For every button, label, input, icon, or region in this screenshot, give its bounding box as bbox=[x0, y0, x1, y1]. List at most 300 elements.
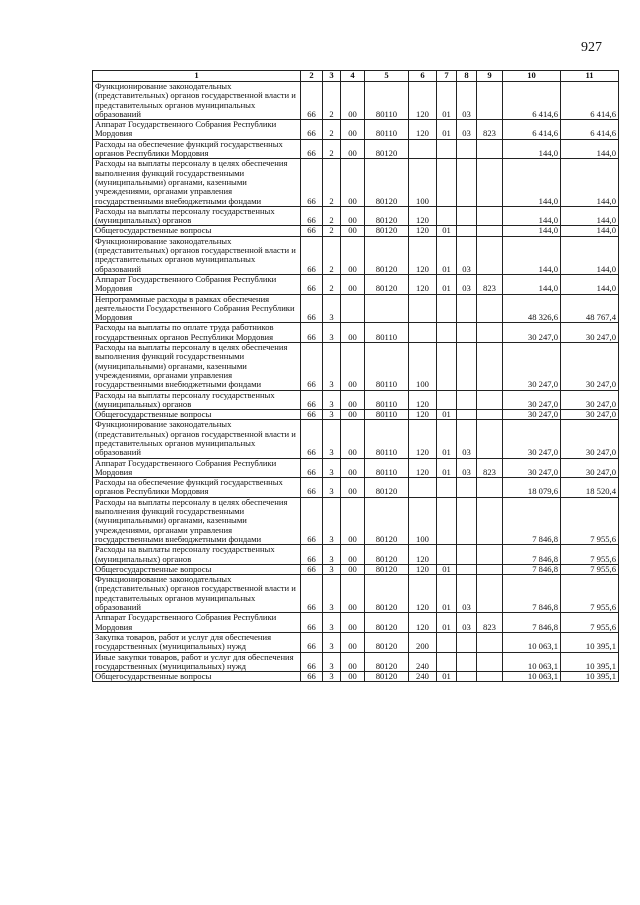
row-amount-2: 7 955,6 bbox=[561, 613, 619, 633]
row-vr bbox=[409, 139, 437, 159]
table-row bbox=[93, 323, 619, 343]
row-vr: 120 bbox=[409, 390, 437, 410]
row-pr bbox=[457, 343, 477, 390]
row-code-a: 66 bbox=[301, 613, 323, 633]
row-amount-1: 144,0 bbox=[503, 236, 561, 274]
row-vr: 100 bbox=[409, 497, 437, 544]
row-code-c: 00 bbox=[341, 497, 365, 544]
row-rz: 01 bbox=[437, 120, 457, 140]
row-code-d: 80110 bbox=[365, 343, 409, 390]
row-vr: 100 bbox=[409, 159, 437, 206]
row-code-c: 00 bbox=[341, 390, 365, 410]
row-rz bbox=[437, 139, 457, 159]
row-code-c: 00 bbox=[341, 206, 365, 226]
row-rz bbox=[437, 294, 457, 323]
row-code-b: 3 bbox=[323, 410, 341, 420]
row-pr: 03 bbox=[457, 236, 477, 274]
row-rz: 01 bbox=[437, 82, 457, 120]
table-row bbox=[93, 652, 619, 672]
row-amount-1: 7 846,8 bbox=[503, 497, 561, 544]
row-grs bbox=[477, 390, 503, 410]
row-name: Общегосударственные вопросы bbox=[93, 564, 301, 574]
row-code-b: 3 bbox=[323, 478, 341, 498]
row-amount-2: 10 395,1 bbox=[561, 632, 619, 652]
row-name: Аппарат Государственного Собрания Республики Мордовия bbox=[93, 274, 301, 294]
row-code-b: 2 bbox=[323, 82, 341, 120]
row-grs bbox=[477, 652, 503, 672]
row-code-a: 66 bbox=[301, 652, 323, 672]
row-pr: 03 bbox=[457, 458, 477, 478]
row-code-c: 00 bbox=[341, 632, 365, 652]
row-code-c: 00 bbox=[341, 613, 365, 633]
row-name: Расходы на обеспечение функций государственных органов Республики Мордовия bbox=[93, 139, 301, 159]
row-amount-2: 7 955,6 bbox=[561, 497, 619, 544]
row-pr bbox=[457, 545, 477, 565]
row-name: Общегосударственные вопросы bbox=[93, 672, 301, 682]
row-code-b: 3 bbox=[323, 575, 341, 613]
row-code-a: 66 bbox=[301, 575, 323, 613]
row-vr: 120 bbox=[409, 120, 437, 140]
row-code-c: 00 bbox=[341, 652, 365, 672]
row-amount-2: 18 520,4 bbox=[561, 478, 619, 498]
row-amount-2: 30 247,0 bbox=[561, 390, 619, 410]
row-code-b: 3 bbox=[323, 390, 341, 410]
row-code-a: 66 bbox=[301, 410, 323, 420]
row-grs bbox=[477, 672, 503, 682]
row-vr: 120 bbox=[409, 420, 437, 458]
row-vr: 120 bbox=[409, 410, 437, 420]
table-row bbox=[93, 420, 619, 458]
row-vr bbox=[409, 323, 437, 343]
row-amount-1: 10 063,1 bbox=[503, 672, 561, 682]
row-amount-2: 144,0 bbox=[561, 274, 619, 294]
row-vr bbox=[409, 478, 437, 498]
row-name: Расходы на выплаты персоналу в целях обеспечения выполнения функций государственными (муниципальными) органами, казенными учреждениями, органами управления государственными внебюджетными фондами bbox=[93, 497, 301, 544]
row-grs bbox=[477, 236, 503, 274]
row-rz bbox=[437, 206, 457, 226]
column-header: 10 bbox=[503, 71, 561, 82]
row-name: Аппарат Государственного Собрания Республики Мордовия bbox=[93, 120, 301, 140]
row-code-d: 80110 bbox=[365, 390, 409, 410]
row-vr: 120 bbox=[409, 226, 437, 236]
row-code-b: 2 bbox=[323, 139, 341, 159]
row-vr: 120 bbox=[409, 564, 437, 574]
row-code-d: 80120 bbox=[365, 564, 409, 574]
table-row bbox=[93, 159, 619, 206]
row-amount-1: 30 247,0 bbox=[503, 343, 561, 390]
column-header: 4 bbox=[341, 71, 365, 82]
row-grs bbox=[477, 206, 503, 226]
row-grs bbox=[477, 420, 503, 458]
row-vr: 240 bbox=[409, 672, 437, 682]
row-amount-2: 7 955,6 bbox=[561, 545, 619, 565]
row-pr bbox=[457, 410, 477, 420]
row-name: Расходы на выплаты персоналу в целях обеспечения выполнения функций государственными (муниципальными) органами, казенными учреждениями, органами управления государственными внебюджетными фондами bbox=[93, 343, 301, 390]
row-rz: 01 bbox=[437, 420, 457, 458]
row-name: Непрограммные расходы в рамках обеспечения деятельности Государственного Собрания Республики Мордовия bbox=[93, 294, 301, 323]
row-code-d: 80120 bbox=[365, 497, 409, 544]
row-code-a: 66 bbox=[301, 226, 323, 236]
row-grs bbox=[477, 410, 503, 420]
row-name: Аппарат Государственного Собрания Республики Мордовия bbox=[93, 458, 301, 478]
row-code-c: 00 bbox=[341, 159, 365, 206]
row-grs bbox=[477, 323, 503, 343]
row-pr: 03 bbox=[457, 575, 477, 613]
row-pr: 03 bbox=[457, 274, 477, 294]
table-row bbox=[93, 294, 619, 323]
row-rz bbox=[437, 323, 457, 343]
row-pr bbox=[457, 672, 477, 682]
row-grs bbox=[477, 343, 503, 390]
column-header: 8 bbox=[457, 71, 477, 82]
row-code-a: 66 bbox=[301, 120, 323, 140]
table-row bbox=[93, 274, 619, 294]
row-vr: 120 bbox=[409, 206, 437, 226]
row-rz: 01 bbox=[437, 575, 457, 613]
row-name: Функционирование законодательных (представительных) органов государственной власти и представительных органов муниципальных образований bbox=[93, 82, 301, 120]
row-code-a: 66 bbox=[301, 632, 323, 652]
row-rz: 01 bbox=[437, 613, 457, 633]
row-amount-1: 7 846,8 bbox=[503, 575, 561, 613]
row-name: Общегосударственные вопросы bbox=[93, 410, 301, 420]
row-grs bbox=[477, 575, 503, 613]
row-grs bbox=[477, 564, 503, 574]
row-rz: 01 bbox=[437, 410, 457, 420]
row-amount-1: 30 247,0 bbox=[503, 390, 561, 410]
row-code-c: 00 bbox=[341, 323, 365, 343]
row-name: Расходы на обеспечение функций государственных органов Республики Мордовия bbox=[93, 478, 301, 498]
row-code-d: 80110 bbox=[365, 458, 409, 478]
row-pr bbox=[457, 632, 477, 652]
row-name: Расходы на выплаты персоналу государственных (муниципальных) органов bbox=[93, 390, 301, 410]
row-amount-1: 144,0 bbox=[503, 206, 561, 226]
row-pr: 03 bbox=[457, 420, 477, 458]
row-amount-1: 6 414,6 bbox=[503, 120, 561, 140]
row-code-c: 00 bbox=[341, 545, 365, 565]
row-grs bbox=[477, 159, 503, 206]
column-header: 1 bbox=[93, 71, 301, 82]
row-amount-1: 30 247,0 bbox=[503, 420, 561, 458]
row-code-d: 80110 bbox=[365, 420, 409, 458]
row-amount-1: 30 247,0 bbox=[503, 323, 561, 343]
row-code-b: 3 bbox=[323, 294, 341, 323]
row-vr: 120 bbox=[409, 82, 437, 120]
row-grs bbox=[477, 632, 503, 652]
row-amount-2: 144,0 bbox=[561, 206, 619, 226]
row-name: Расходы на выплаты персоналу государственных (муниципальных) органов bbox=[93, 545, 301, 565]
row-code-d: 80120 bbox=[365, 206, 409, 226]
row-code-b: 2 bbox=[323, 236, 341, 274]
row-amount-2: 144,0 bbox=[561, 139, 619, 159]
row-code-b: 3 bbox=[323, 420, 341, 458]
row-vr: 120 bbox=[409, 613, 437, 633]
table-row bbox=[93, 236, 619, 274]
row-code-d: 80110 bbox=[365, 323, 409, 343]
row-vr: 240 bbox=[409, 652, 437, 672]
row-amount-2: 10 395,1 bbox=[561, 652, 619, 672]
row-amount-1: 144,0 bbox=[503, 159, 561, 206]
row-amount-2: 30 247,0 bbox=[561, 343, 619, 390]
row-grs bbox=[477, 478, 503, 498]
row-pr: 03 bbox=[457, 613, 477, 633]
row-amount-2: 10 395,1 bbox=[561, 672, 619, 682]
row-amount-2: 30 247,0 bbox=[561, 458, 619, 478]
row-vr: 120 bbox=[409, 274, 437, 294]
row-pr bbox=[457, 478, 477, 498]
row-code-c: 00 bbox=[341, 139, 365, 159]
row-vr: 200 bbox=[409, 632, 437, 652]
table-row bbox=[93, 343, 619, 390]
row-code-a: 66 bbox=[301, 343, 323, 390]
row-code-d: 80120 bbox=[365, 545, 409, 565]
row-rz bbox=[437, 478, 457, 498]
table-row bbox=[93, 206, 619, 226]
row-code-b: 3 bbox=[323, 672, 341, 682]
row-pr bbox=[457, 564, 477, 574]
row-code-b: 3 bbox=[323, 545, 341, 565]
row-amount-1: 30 247,0 bbox=[503, 410, 561, 420]
row-amount-1: 6 414,6 bbox=[503, 82, 561, 120]
row-rz bbox=[437, 497, 457, 544]
column-header: 6 bbox=[409, 71, 437, 82]
row-grs: 823 bbox=[477, 274, 503, 294]
row-code-a: 66 bbox=[301, 236, 323, 274]
row-amount-1: 30 247,0 bbox=[503, 458, 561, 478]
table-row bbox=[93, 575, 619, 613]
row-grs bbox=[477, 82, 503, 120]
row-pr bbox=[457, 497, 477, 544]
row-grs bbox=[477, 226, 503, 236]
row-code-d: 80120 bbox=[365, 575, 409, 613]
row-code-b: 2 bbox=[323, 226, 341, 236]
row-name: Расходы на выплаты персоналу в целях обеспечения выполнения функций государственными (муниципальными) органами, казенными учреждениями, органами управления государственными внебюджетными фондами bbox=[93, 159, 301, 206]
table-body bbox=[93, 82, 619, 682]
row-code-a: 66 bbox=[301, 458, 323, 478]
table-row bbox=[93, 82, 619, 120]
row-amount-1: 10 063,1 bbox=[503, 652, 561, 672]
row-code-d: 80120 bbox=[365, 226, 409, 236]
row-code-d: 80110 bbox=[365, 410, 409, 420]
row-pr bbox=[457, 226, 477, 236]
row-pr bbox=[457, 139, 477, 159]
table-row bbox=[93, 478, 619, 498]
row-code-c: 00 bbox=[341, 343, 365, 390]
row-code-b: 3 bbox=[323, 632, 341, 652]
row-amount-1: 144,0 bbox=[503, 139, 561, 159]
row-rz bbox=[437, 159, 457, 206]
row-code-b: 3 bbox=[323, 458, 341, 478]
row-name: Функционирование законодательных (представительных) органов государственной власти и представительных органов муниципальных образований bbox=[93, 420, 301, 458]
row-code-a: 66 bbox=[301, 390, 323, 410]
row-name: Расходы на выплаты персоналу государственных (муниципальных) органов bbox=[93, 206, 301, 226]
row-amount-1: 144,0 bbox=[503, 226, 561, 236]
row-code-c: 00 bbox=[341, 458, 365, 478]
row-pr bbox=[457, 159, 477, 206]
row-grs: 823 bbox=[477, 613, 503, 633]
table-row bbox=[93, 632, 619, 652]
row-code-d: 80110 bbox=[365, 82, 409, 120]
row-amount-2: 7 955,6 bbox=[561, 575, 619, 613]
row-vr: 120 bbox=[409, 236, 437, 274]
row-code-d: 80120 bbox=[365, 274, 409, 294]
row-amount-2: 6 414,6 bbox=[561, 82, 619, 120]
row-pr bbox=[457, 294, 477, 323]
row-code-c: 00 bbox=[341, 672, 365, 682]
row-code-d: 80120 bbox=[365, 632, 409, 652]
row-code-b: 2 bbox=[323, 206, 341, 226]
column-header: 7 bbox=[437, 71, 457, 82]
row-code-d: 80120 bbox=[365, 478, 409, 498]
row-amount-2: 48 767,4 bbox=[561, 294, 619, 323]
row-grs: 823 bbox=[477, 120, 503, 140]
row-amount-1: 144,0 bbox=[503, 274, 561, 294]
row-code-d bbox=[365, 294, 409, 323]
row-amount-2: 7 955,6 bbox=[561, 564, 619, 574]
row-amount-2: 30 247,0 bbox=[561, 323, 619, 343]
table-row bbox=[93, 390, 619, 410]
row-code-b: 2 bbox=[323, 274, 341, 294]
row-code-a: 66 bbox=[301, 672, 323, 682]
row-amount-1: 7 846,8 bbox=[503, 545, 561, 565]
row-code-d: 80120 bbox=[365, 652, 409, 672]
row-rz bbox=[437, 390, 457, 410]
row-code-c: 00 bbox=[341, 236, 365, 274]
column-header: 11 bbox=[561, 71, 619, 82]
row-pr bbox=[457, 390, 477, 410]
table-row bbox=[93, 226, 619, 236]
row-code-c: 00 bbox=[341, 564, 365, 574]
row-vr: 120 bbox=[409, 545, 437, 565]
row-rz: 01 bbox=[437, 274, 457, 294]
row-amount-2: 30 247,0 bbox=[561, 420, 619, 458]
row-code-d: 80120 bbox=[365, 613, 409, 633]
row-code-d: 80120 bbox=[365, 236, 409, 274]
row-code-b: 3 bbox=[323, 564, 341, 574]
row-code-a: 66 bbox=[301, 545, 323, 565]
page-number: 927 bbox=[581, 40, 602, 55]
row-code-c: 00 bbox=[341, 575, 365, 613]
table-row bbox=[93, 410, 619, 420]
row-rz: 01 bbox=[437, 564, 457, 574]
row-vr: 120 bbox=[409, 575, 437, 613]
row-code-c: 00 bbox=[341, 82, 365, 120]
row-amount-1: 7 846,8 bbox=[503, 564, 561, 574]
row-code-b: 3 bbox=[323, 497, 341, 544]
column-header: 9 bbox=[477, 71, 503, 82]
column-header: 3 bbox=[323, 71, 341, 82]
row-code-c bbox=[341, 294, 365, 323]
row-grs bbox=[477, 545, 503, 565]
row-amount-2: 30 247,0 bbox=[561, 410, 619, 420]
row-grs bbox=[477, 497, 503, 544]
row-rz bbox=[437, 632, 457, 652]
row-pr: 03 bbox=[457, 120, 477, 140]
row-amount-1: 48 326,6 bbox=[503, 294, 561, 323]
row-amount-2: 144,0 bbox=[561, 159, 619, 206]
table-row bbox=[93, 120, 619, 140]
row-grs: 823 bbox=[477, 458, 503, 478]
row-name: Функционирование законодательных (представительных) органов государственной власти и представительных органов муниципальных образований bbox=[93, 575, 301, 613]
row-code-d: 80120 bbox=[365, 159, 409, 206]
row-code-c: 00 bbox=[341, 226, 365, 236]
row-code-a: 66 bbox=[301, 478, 323, 498]
row-rz: 01 bbox=[437, 226, 457, 236]
row-amount-1: 7 846,8 bbox=[503, 613, 561, 633]
table-row bbox=[93, 613, 619, 633]
row-code-a: 66 bbox=[301, 274, 323, 294]
row-pr bbox=[457, 323, 477, 343]
row-code-a: 66 bbox=[301, 82, 323, 120]
row-vr: 100 bbox=[409, 343, 437, 390]
column-header: 5 bbox=[365, 71, 409, 82]
row-name: Иные закупки товаров, работ и услуг для обеспечения государственных (муниципальных) нужд bbox=[93, 652, 301, 672]
table-header-row bbox=[93, 71, 619, 82]
row-code-d: 80110 bbox=[365, 120, 409, 140]
table-row bbox=[93, 458, 619, 478]
row-rz: 01 bbox=[437, 458, 457, 478]
row-code-c: 00 bbox=[341, 410, 365, 420]
table-row bbox=[93, 672, 619, 682]
row-name: Аппарат Государственного Собрания Республики Мордовия bbox=[93, 613, 301, 633]
row-pr bbox=[457, 652, 477, 672]
row-code-c: 00 bbox=[341, 120, 365, 140]
table-row bbox=[93, 497, 619, 544]
row-name: Общегосударственные вопросы bbox=[93, 226, 301, 236]
table-row bbox=[93, 545, 619, 565]
row-code-b: 2 bbox=[323, 120, 341, 140]
row-name: Расходы на выплаты по оплате труда работников государственных органов Республики Мордовия bbox=[93, 323, 301, 343]
row-code-b: 3 bbox=[323, 613, 341, 633]
row-code-a: 66 bbox=[301, 420, 323, 458]
row-code-b: 2 bbox=[323, 159, 341, 206]
row-code-b: 3 bbox=[323, 323, 341, 343]
row-code-c: 00 bbox=[341, 478, 365, 498]
row-vr: 120 bbox=[409, 458, 437, 478]
row-amount-1: 18 079,6 bbox=[503, 478, 561, 498]
row-amount-2: 6 414,6 bbox=[561, 120, 619, 140]
row-code-a: 66 bbox=[301, 139, 323, 159]
row-rz: 01 bbox=[437, 236, 457, 274]
row-grs bbox=[477, 294, 503, 323]
row-rz bbox=[437, 343, 457, 390]
row-grs bbox=[477, 139, 503, 159]
row-code-a: 66 bbox=[301, 294, 323, 323]
row-name: Функционирование законодательных (представительных) органов государственной власти и представительных органов муниципальных образований bbox=[93, 236, 301, 274]
row-vr bbox=[409, 294, 437, 323]
row-pr: 03 bbox=[457, 82, 477, 120]
row-amount-2: 144,0 bbox=[561, 236, 619, 274]
row-code-a: 66 bbox=[301, 564, 323, 574]
row-code-c: 00 bbox=[341, 274, 365, 294]
budget-table bbox=[92, 70, 619, 682]
row-code-b: 3 bbox=[323, 652, 341, 672]
row-rz bbox=[437, 652, 457, 672]
row-rz bbox=[437, 545, 457, 565]
row-code-c: 00 bbox=[341, 420, 365, 458]
row-code-a: 66 bbox=[301, 206, 323, 226]
row-pr bbox=[457, 206, 477, 226]
row-amount-1: 10 063,1 bbox=[503, 632, 561, 652]
row-code-d: 80120 bbox=[365, 672, 409, 682]
row-code-a: 66 bbox=[301, 323, 323, 343]
table-row bbox=[93, 564, 619, 574]
row-code-a: 66 bbox=[301, 497, 323, 544]
row-code-a: 66 bbox=[301, 159, 323, 206]
row-amount-2: 144,0 bbox=[561, 226, 619, 236]
column-header: 2 bbox=[301, 71, 323, 82]
row-code-b: 3 bbox=[323, 343, 341, 390]
table-row bbox=[93, 139, 619, 159]
